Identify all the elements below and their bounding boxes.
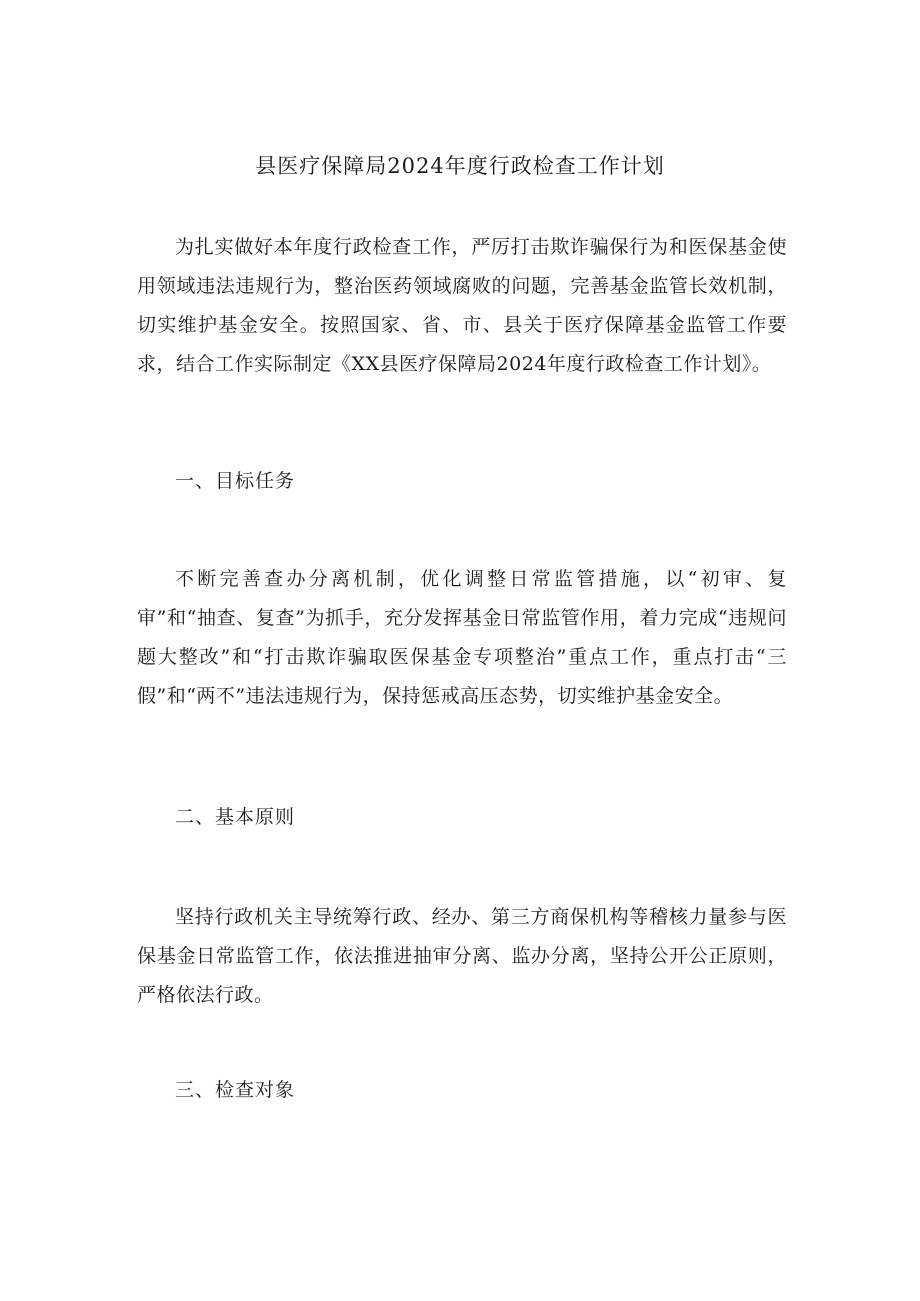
section-body-goals: 不断完善查办分离机制，优化调整日常监管措施，以“初审、复审”和“抽查、复查”为抓手，充分发挥基金日常监管作用，着力完成“违规问题大整改”和“打击欺诈骗取医保基金专项整治”重点工作，重点打击“三假”和“两不”违法违规行为，保持惩戒高压态势，切实维护基金安全。 bbox=[137, 568, 787, 707]
document-title: 县医疗保障局2024年度行政检查工作计划 bbox=[255, 154, 665, 178]
section-body-principles: 坚持行政机关主导统筹行政、经办、第三方商保机构等稽核力量参与医保基金日常监管工作，依法推进抽审分离、监办分离，坚持公开公正原则，严格依法行政。 bbox=[137, 906, 787, 1006]
section-heading-principles: 二、基本原则 bbox=[175, 806, 296, 828]
section-heading-goals: 一、目标任务 bbox=[175, 470, 296, 492]
intro-paragraph: 为扎实做好本年度行政检查工作，严厉打击欺诈骗保行为和医保基金使用领域违法违规行为，整治医药领域腐败的问题，完善基金监管长效机制，切实维护基金安全。按照国家、省、市、县关于医疗保障基金监管工作要求，结合工作实际制定《XX县医疗保障局2024年度行政检查工作计划》。 bbox=[137, 236, 787, 375]
section-heading-inspection-targets: 三、检查对象 bbox=[175, 1079, 296, 1101]
